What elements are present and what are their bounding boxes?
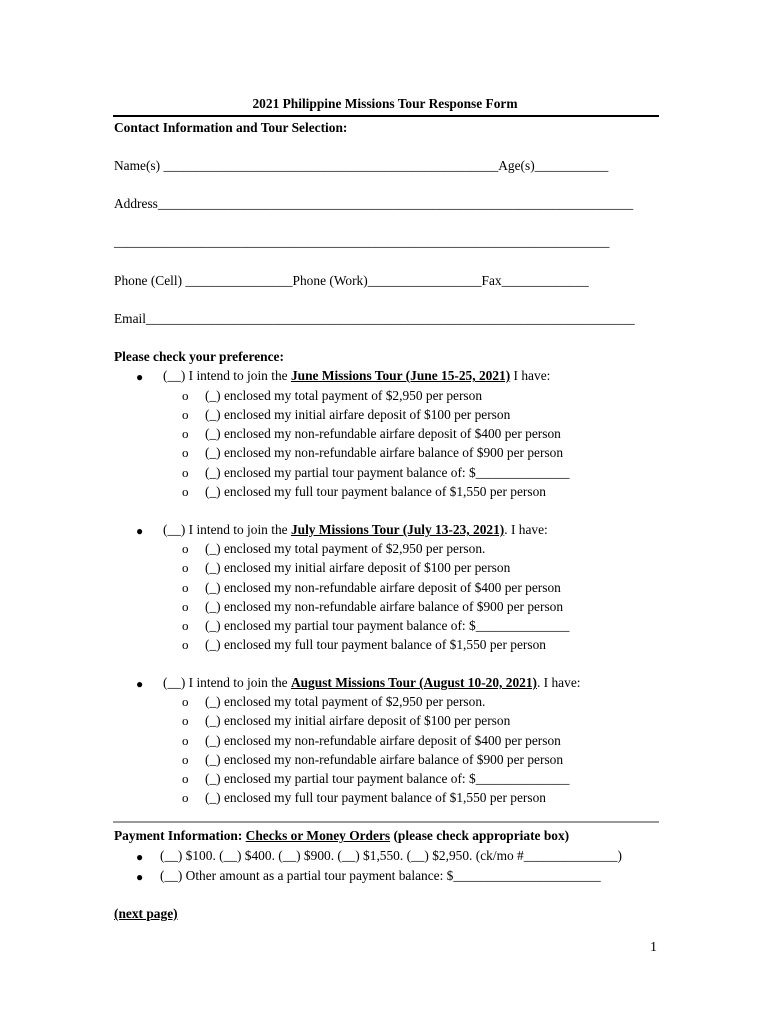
circle-bullet-icon: o — [182, 580, 189, 595]
circle-bullet-icon: o — [182, 388, 189, 403]
tour-august-prefix: (__) I intend to join the — [163, 675, 291, 690]
circle-bullet-icon: o — [182, 445, 189, 460]
circle-bullet-icon: o — [182, 599, 189, 614]
tour-august-option[interactable]: (_) enclosed my initial airfare deposit of $100 per person — [205, 713, 511, 728]
payment-divider — [113, 821, 659, 823]
tour-june-prefix: (__) I intend to join the — [163, 368, 291, 383]
bullet-icon: ● — [136, 677, 144, 691]
tour-july-option[interactable]: (_) enclosed my non-refundable airfare deposit of $400 per person — [205, 580, 561, 595]
circle-bullet-icon: o — [182, 484, 189, 499]
tour-july-suffix: . I have: — [504, 522, 548, 537]
payment-other-amount[interactable]: (__) Other amount as a partial tour payment balance: $______________________ — [160, 868, 601, 883]
title-rule — [113, 115, 659, 117]
next-page-link[interactable]: (next page) — [114, 906, 178, 921]
tour-august-name: August Missions Tour (August 10-20, 2021) — [290, 675, 537, 690]
circle-bullet-icon: o — [182, 771, 189, 786]
tour-august-option[interactable]: (_) enclosed my full tour payment balance of $1,550 per person — [205, 790, 546, 805]
tour-august-suffix: . I have: — [536, 675, 581, 690]
circle-bullet-icon: o — [182, 790, 189, 805]
bullet-icon: ● — [136, 850, 144, 864]
tour-june-option[interactable]: (_) enclosed my full tour payment balance of $1,550 per person — [205, 484, 546, 499]
circle-bullet-icon: o — [182, 465, 189, 480]
tour-june-option[interactable]: (_) enclosed my non-refundable airfare deposit of $400 per person — [205, 426, 561, 441]
tour-august-option[interactable]: (_) enclosed my non-refundable airfare deposit of $400 per person — [205, 733, 561, 748]
circle-bullet-icon: o — [182, 713, 189, 728]
circle-bullet-icon: o — [182, 733, 189, 748]
bullet-icon: ● — [136, 370, 144, 384]
contact-heading: Contact Information and Tour Selection: — [114, 120, 348, 135]
tour-june-name: June Missions Tour (June 15-25, 2021) — [290, 368, 511, 383]
tour-july-option[interactable]: (_) enclosed my total payment of $2,950 per person. — [205, 541, 486, 556]
address-field[interactable]: Address_______________________________________________________________________ — [114, 196, 634, 211]
tour-august-line[interactable] — [163, 675, 580, 691]
tour-june-option[interactable]: (_) enclosed my initial airfare deposit of $100 per person — [205, 407, 511, 422]
address-field-line-2[interactable]: __________________________________________________________________________ — [114, 234, 610, 249]
bullet-icon: ● — [136, 524, 144, 538]
tour-june-line[interactable] — [163, 368, 550, 384]
tour-july-option[interactable]: (_) enclosed my partial tour payment balance of: $______________ — [205, 618, 570, 633]
circle-bullet-icon: o — [182, 541, 189, 556]
tour-july-prefix: (__) I intend to join the — [163, 522, 291, 537]
tour-june-suffix: I have: — [510, 368, 551, 383]
circle-bullet-icon: o — [182, 407, 189, 422]
payment-amount-options[interactable]: (__) $100. (__) $400. (__) $900. (__) $1,550. (__) $2,950. (ck/mo #______________) — [160, 848, 622, 863]
tour-july-option[interactable]: (_) enclosed my full tour payment balance of $1,550 per person — [205, 637, 546, 652]
payment-heading-prefix: Payment Information: — [114, 828, 246, 843]
tour-june-option[interactable]: (_) enclosed my non-refundable airfare balance of $900 per person — [205, 445, 564, 460]
payment-heading — [114, 828, 569, 844]
tour-august-option[interactable]: (_) enclosed my total payment of $2,950 per person. — [205, 694, 486, 709]
tour-july-name: July Missions Tour (July 13-23, 2021) — [290, 522, 505, 537]
payment-heading-method: Checks or Money Orders — [245, 828, 391, 843]
circle-bullet-icon: o — [182, 752, 189, 767]
names-age-field[interactable]: Name(s) __________________________________________________Age(s)___________ — [114, 158, 609, 173]
circle-bullet-icon: o — [182, 560, 189, 575]
payment-heading-suffix: (please check appropriate box) — [390, 828, 570, 843]
circle-bullet-icon: o — [182, 637, 189, 652]
circle-bullet-icon: o — [182, 694, 189, 709]
circle-bullet-icon: o — [182, 426, 189, 441]
form-title: 2021 Philippine Missions Tour Response Form — [252, 96, 518, 111]
bullet-icon: ● — [136, 870, 144, 884]
circle-bullet-icon: o — [182, 618, 189, 633]
email-field[interactable]: Email_________________________________________________________________________ — [114, 311, 635, 326]
preference-heading: Please check your preference: — [114, 349, 284, 364]
tour-june-option[interactable]: (_) enclosed my total payment of $2,950 per person — [205, 388, 483, 403]
tour-july-option[interactable]: (_) enclosed my non-refundable airfare balance of $900 per person — [205, 599, 564, 614]
phone-fax-field[interactable]: Phone (Cell) ________________Phone (Work)_________________Fax_____________ — [114, 273, 589, 288]
tour-august-option[interactable]: (_) enclosed my non-refundable airfare balance of $900 per person — [205, 752, 564, 767]
page-number: 1 — [650, 940, 657, 955]
tour-june-option[interactable]: (_) enclosed my partial tour payment balance of: $______________ — [205, 465, 570, 480]
tour-july-line[interactable] — [163, 522, 548, 538]
tour-july-option[interactable]: (_) enclosed my initial airfare deposit of $100 per person — [205, 560, 511, 575]
tour-august-option[interactable]: (_) enclosed my partial tour payment balance of: $______________ — [205, 771, 570, 786]
